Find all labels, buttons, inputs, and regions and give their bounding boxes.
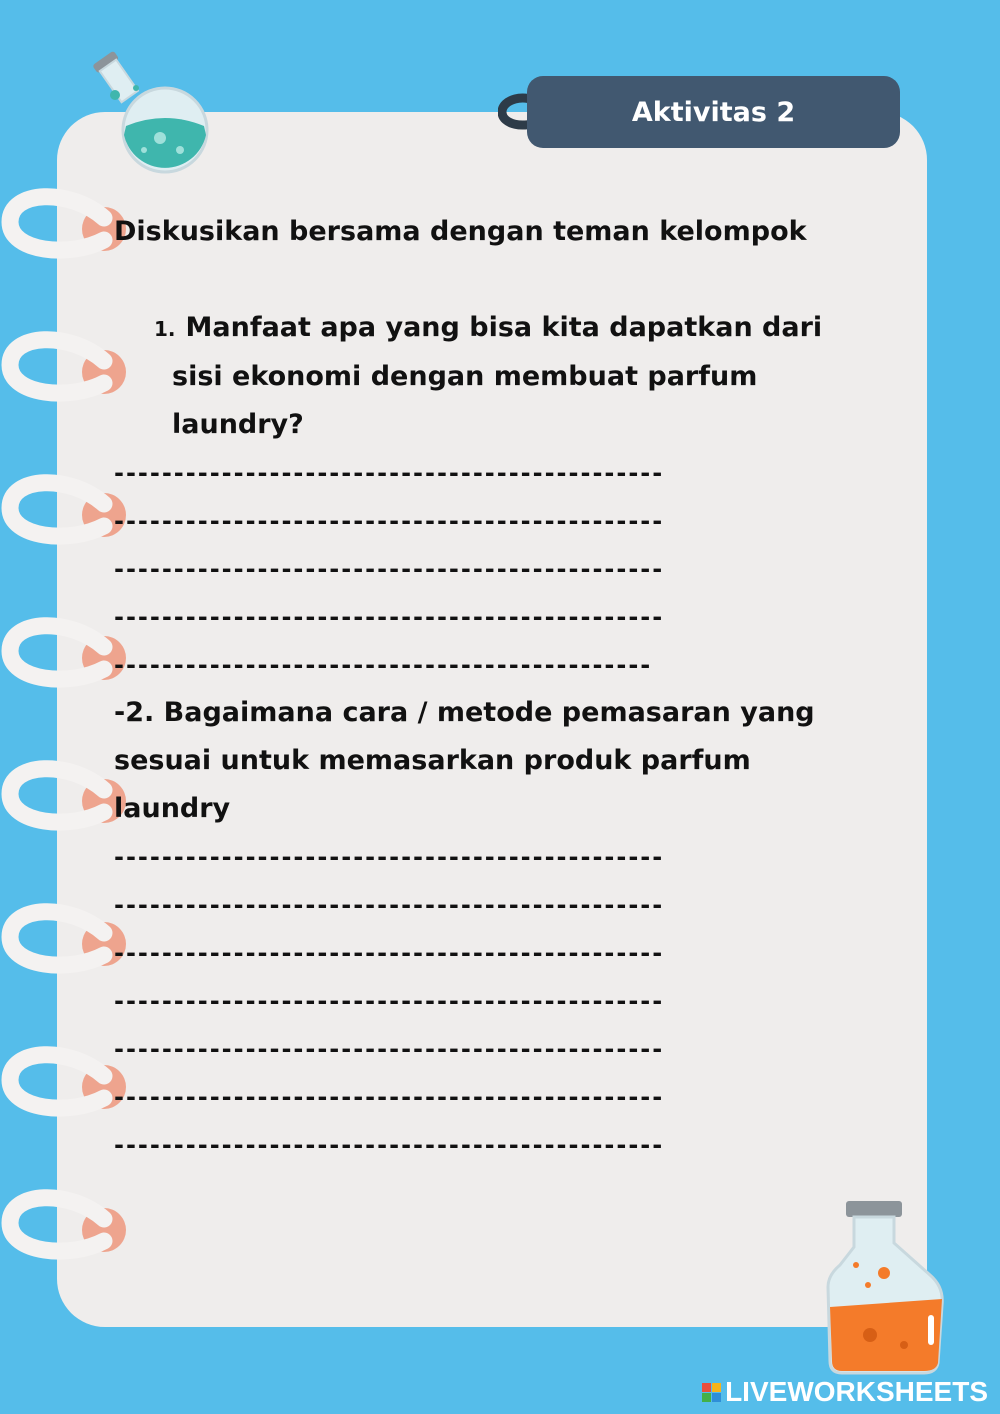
spiral-ring	[10, 197, 126, 251]
brand-name: LIVEWORKSHEETS	[725, 1376, 988, 1407]
answer-line[interactable]: ----------------------------------------------	[114, 555, 665, 583]
answer-1-area[interactable]	[114, 449, 874, 689]
answer-line[interactable]: ----------------------------------------------	[114, 1083, 665, 1111]
question-2-line: laundry	[114, 793, 231, 824]
flask-teal-icon	[40, 40, 210, 180]
question-2-line: -2. Bagaimana cara / metode pemasaran yang	[114, 697, 815, 728]
answer-line[interactable]: ----------------------------------------------	[114, 891, 665, 919]
answer-line[interactable]: ---------------------------------------------	[114, 651, 653, 679]
answer-2-area[interactable]	[114, 833, 874, 1169]
answer-line[interactable]: ----------------------------------------------	[114, 603, 665, 631]
liveworksheets-logo	[702, 1376, 988, 1408]
question-2	[114, 689, 874, 833]
answer-line[interactable]: ----------------------------------------------	[114, 1035, 665, 1063]
worksheet-content	[114, 208, 874, 1169]
spiral-ring	[10, 626, 126, 680]
liveworksheets-logo-icon	[702, 1383, 721, 1402]
answer-line[interactable]: ----------------------------------------------	[114, 843, 665, 871]
question-1-line: Manfaat apa yang bisa kita dapatkan dari	[185, 312, 823, 343]
spiral-ring	[10, 1055, 126, 1109]
question-2-line: sesuai untuk memasarkan produk parfum	[114, 745, 751, 776]
spiral-ring	[10, 340, 126, 394]
activity-tag	[527, 76, 900, 148]
answer-line[interactable]: ----------------------------------------------	[114, 939, 665, 967]
question-1-number: 1.	[154, 317, 176, 341]
answer-line[interactable]: ----------------------------------------------	[114, 987, 665, 1015]
instruction-title: Diskusikan bersama dengan teman kelompok	[114, 216, 807, 247]
spiral-ring	[10, 1198, 126, 1252]
answer-line[interactable]: ----------------------------------------------	[114, 507, 665, 535]
question-1-line: sisi ekonomi dengan membuat parfum	[172, 361, 758, 392]
spiral-ring	[10, 483, 126, 537]
bottle-orange-icon	[820, 1195, 960, 1385]
question-1-line: laundry?	[172, 409, 304, 440]
activity-tag-label: Aktivitas 2	[631, 96, 796, 128]
answer-line[interactable]: ----------------------------------------------	[114, 459, 665, 487]
spiral-ring	[10, 912, 126, 966]
question-1	[114, 304, 874, 449]
spiral-ring	[10, 769, 126, 823]
answer-line[interactable]: ----------------------------------------------	[114, 1131, 665, 1159]
